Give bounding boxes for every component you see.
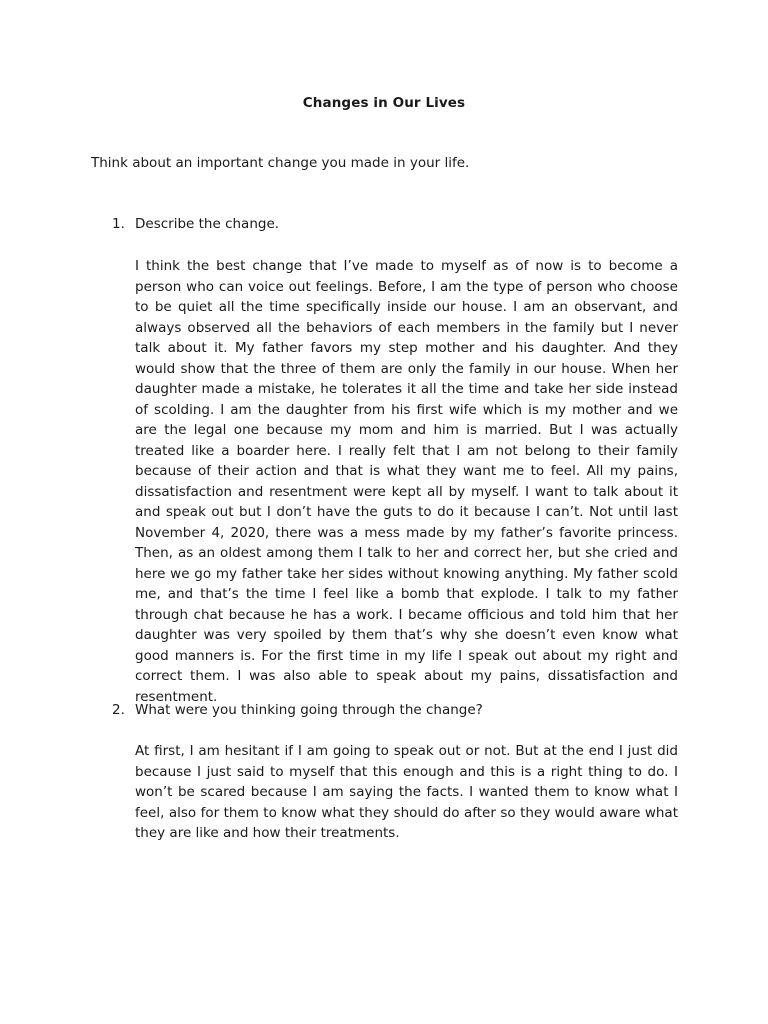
answer-paragraph-2: At first, I am hesitant if I am going to speak out or not. But at the end I just did because I just said to myself that this enough and this is a right thing to do. I won’t be scared because I am saying the facts. I wanted them to know what I feel, also for them to know what they should do after so they would aware what they are like and how their treatments. [135, 743, 678, 841]
question-text: What were you thinking going through the change? [135, 702, 483, 718]
document-title: Changes in Our Lives [302, 95, 466, 111]
intro-prompt: Think about an important change you made in your life. [91, 155, 470, 171]
question-number: 1. [112, 216, 125, 232]
answer-paragraph-1: I think the best change that I’ve made to myself as of now is to become a person who can voice out feelings. Before, I am the type of person who choose to be quiet all the time specifically inside our house. I am an observant, and always observed all the behaviors of each members in the family but I never talk about it. My father favors my step mother and his daughter. And they would show that the three of them are only the family in our house. When her daughter made a mistake, he tolerates it all the time and take her side instead of scolding. I am the daughter from his first wife which is my mother and we are the legal one because my mom and him is married. But I was actually treated like a boarder here. I really felt that I am not belong to their family because of their action and that is what they want me to feel. All my pains, dissatisfaction and resentment were kept all by myself. I want to talk about it and speak out but I don’t have the guts to do it because I can’t. Not until last November 4, 2020, there was a mess made by my father’s favorite princess. Then, as an oldest among them I talk to her and correct her, but she cried and here we go my father take her sides without knowing anything. My father scold me, and that’s the time I feel like a bomb that explode. I talk to my father through chat because he has a work. I became officious and told him that her daughter was very spoiled by them that’s why she doesn’t even know what good manners is. For the first time in my life I speak out about my right and correct them. I was also able to speak about my pains, dissatisfaction and resentment. [135, 258, 678, 705]
question-number: 2. [112, 702, 125, 718]
question-text: Describe the change. [135, 216, 280, 232]
